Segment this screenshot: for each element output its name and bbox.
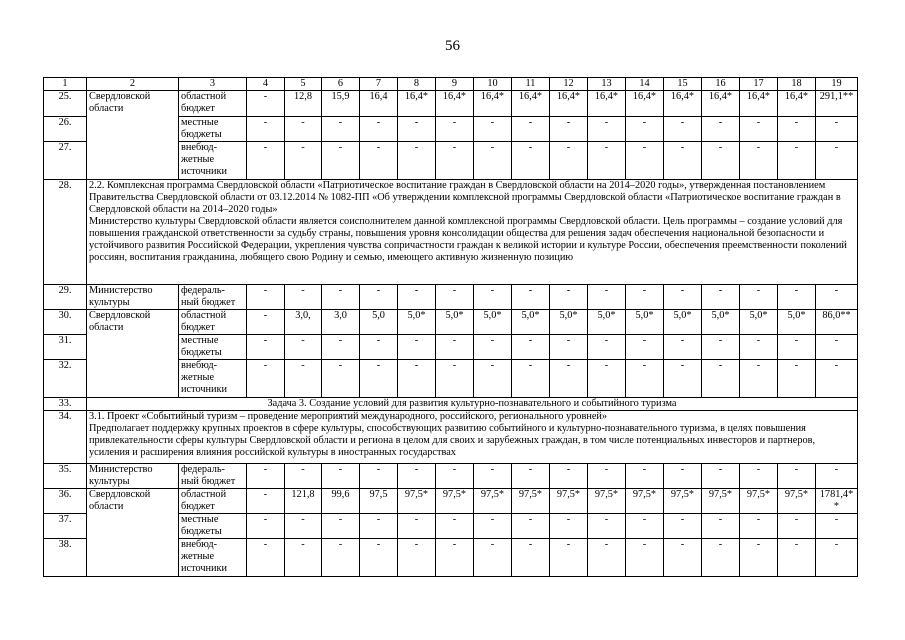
value-cell: 3,0 [322, 310, 360, 335]
value-cell: - [360, 360, 398, 398]
table-row [44, 464, 858, 489]
value-cell: - [285, 514, 322, 539]
value-cell: - [816, 514, 858, 539]
value-cell: - [398, 360, 436, 398]
value-cell: - [702, 335, 740, 360]
value-cell: - [626, 285, 664, 310]
value-cell: 97,5* [588, 489, 626, 514]
value-cell: - [702, 360, 740, 398]
value-cell: - [550, 142, 588, 180]
value-cell: - [360, 464, 398, 489]
executor-cell: Министерство культуры [87, 464, 179, 489]
value-cell: - [474, 464, 512, 489]
value-cell: - [816, 335, 858, 360]
value-cell: - [247, 91, 285, 117]
value-cell: - [474, 360, 512, 398]
value-cell: - [285, 335, 322, 360]
value-cell: 97,5* [550, 489, 588, 514]
value-cell: 16,4* [740, 91, 778, 117]
value-cell: 16,4* [778, 91, 816, 117]
column-header: 11 [512, 78, 550, 91]
budget-table [43, 77, 858, 577]
value-cell: - [588, 360, 626, 398]
value-cell: - [398, 514, 436, 539]
value-cell: 16,4* [512, 91, 550, 117]
column-header: 7 [360, 78, 398, 91]
column-header: 8 [398, 78, 436, 91]
row-number: 33. [44, 398, 87, 411]
value-cell: - [398, 285, 436, 310]
value-cell: - [550, 335, 588, 360]
value-cell: - [626, 360, 664, 398]
value-cell: 5,0* [778, 310, 816, 335]
value-cell: - [740, 464, 778, 489]
value-cell: - [816, 360, 858, 398]
value-cell: - [512, 335, 550, 360]
value-cell: 16,4* [702, 91, 740, 117]
value-cell: - [436, 285, 474, 310]
value-cell: - [588, 464, 626, 489]
header-row [44, 78, 858, 91]
value-cell: - [322, 360, 360, 398]
funding-source-cell: местные бюджеты [179, 117, 247, 142]
value-cell: - [740, 539, 778, 577]
table-row [44, 398, 858, 411]
column-header: 5 [285, 78, 322, 91]
value-cell: - [664, 539, 702, 577]
row-number: 28. [44, 180, 87, 285]
column-header: 10 [474, 78, 512, 91]
value-cell: - [436, 142, 474, 180]
value-cell: - [512, 360, 550, 398]
value-cell: - [588, 514, 626, 539]
value-cell: - [322, 285, 360, 310]
value-cell: - [588, 335, 626, 360]
row-number: 27. [44, 142, 87, 180]
column-header: 6 [322, 78, 360, 91]
column-header: 2 [87, 78, 179, 91]
row-number: 31. [44, 335, 87, 360]
value-cell: - [740, 142, 778, 180]
value-cell: 15,9 [322, 91, 360, 117]
value-cell: - [778, 117, 816, 142]
table-row [44, 180, 858, 285]
value-cell: - [398, 142, 436, 180]
funding-source-cell: областной бюджет [179, 91, 247, 117]
value-cell: - [247, 335, 285, 360]
column-header: 13 [588, 78, 626, 91]
value-cell: - [247, 464, 285, 489]
value-cell: - [740, 360, 778, 398]
value-cell: 16,4* [474, 91, 512, 117]
row-number: 26. [44, 117, 87, 142]
value-cell: - [664, 117, 702, 142]
funding-source-cell: внебюд- жетные источники [179, 360, 247, 398]
value-cell: 3,0, [285, 310, 322, 335]
value-cell: - [778, 539, 816, 577]
value-cell: - [285, 539, 322, 577]
value-cell: - [664, 285, 702, 310]
value-cell: 97,5* [474, 489, 512, 514]
value-cell: 5,0* [398, 310, 436, 335]
funding-source-cell: областной бюджет [179, 310, 247, 335]
table-row [44, 91, 858, 117]
task-title-cell: Задача 3. Создание условий для развития культурно-познавательного и событийного туризма [87, 398, 858, 411]
executor-cell: Свердловской области [87, 310, 179, 398]
column-header: 15 [664, 78, 702, 91]
value-cell: - [664, 514, 702, 539]
value-cell: 5,0* [512, 310, 550, 335]
row-number: 36. [44, 489, 87, 514]
value-cell: - [816, 117, 858, 142]
value-cell: - [588, 117, 626, 142]
column-header: 12 [550, 78, 588, 91]
value-cell: - [322, 464, 360, 489]
value-cell: 16,4* [398, 91, 436, 117]
value-cell: - [474, 514, 512, 539]
value-cell: 97,5* [626, 489, 664, 514]
value-cell: - [247, 360, 285, 398]
value-cell: - [285, 142, 322, 180]
value-cell: 5,0* [436, 310, 474, 335]
funding-source-cell: местные бюджеты [179, 335, 247, 360]
value-cell: 97,5* [436, 489, 474, 514]
value-cell: - [247, 285, 285, 310]
value-cell: - [322, 142, 360, 180]
row-number: 35. [44, 464, 87, 489]
program-description-cell: 2.2. Комплексная программа Свердловской области «Патриотическое воспитание граждан в Свердловской области на 2014–2020 годы», утвержденная постановлением Правительства Свердловской области от 03.12.2014 № 1082-ПП «Об утверждении комплексной программы Свердловской области «Патриотическое воспитание граждан в Свердловской области на 2014–2020 годы» Министерство культуры Свердловской области является соисполнителем данной комплексной программы Свердловской области. Цель программы – создание условий для повышения гражданской ответственности за судьбу страны, повышения уровня консолидации общества для решения задач обеспечения национальной безопасности и устойчивого развития Российской Федерации, укрепления чувства сопричастности граждан к великой истории и культуре России, обеспечения преемственности поколений россиян, воспитания гражданина, любящего свою Родину и семью, имеющего активную жизненную позицию [87, 180, 858, 285]
table-row [44, 411, 858, 464]
value-cell: 121,8 [285, 489, 322, 514]
funding-source-cell: внебюд- жетные источники [179, 142, 247, 180]
value-cell: - [626, 335, 664, 360]
value-cell: - [398, 117, 436, 142]
value-cell: 97,5* [664, 489, 702, 514]
funding-source-cell: федераль- ный бюджет [179, 464, 247, 489]
value-cell: - [702, 539, 740, 577]
value-cell: 5,0* [702, 310, 740, 335]
value-cell: - [436, 335, 474, 360]
value-cell: - [778, 335, 816, 360]
value-cell: - [512, 539, 550, 577]
value-cell: - [512, 285, 550, 310]
value-cell: 5,0* [550, 310, 588, 335]
value-cell: 12,8 [285, 91, 322, 117]
row-number: 32. [44, 360, 87, 398]
value-cell: 97,5* [702, 489, 740, 514]
value-cell: - [474, 539, 512, 577]
value-cell: - [436, 539, 474, 577]
value-cell: - [588, 142, 626, 180]
value-cell: 5,0 [360, 310, 398, 335]
value-cell: - [778, 142, 816, 180]
value-cell: 16,4 [360, 91, 398, 117]
value-cell: - [550, 285, 588, 310]
value-cell: - [247, 489, 285, 514]
row-number: 37. [44, 514, 87, 539]
value-cell: - [550, 464, 588, 489]
value-cell: - [436, 514, 474, 539]
value-cell: 86,0** [816, 310, 858, 335]
value-cell: - [550, 514, 588, 539]
value-cell: - [436, 117, 474, 142]
value-cell: - [512, 514, 550, 539]
value-cell: - [360, 539, 398, 577]
value-cell: - [740, 335, 778, 360]
executor-cell: Свердловской области [87, 91, 179, 180]
value-cell: 1781,4* * [816, 489, 858, 514]
value-cell: - [550, 360, 588, 398]
value-cell: - [626, 117, 664, 142]
column-header: 4 [247, 78, 285, 91]
value-cell: 5,0* [740, 310, 778, 335]
value-cell: - [474, 117, 512, 142]
value-cell: - [626, 539, 664, 577]
value-cell: - [360, 117, 398, 142]
value-cell: - [398, 464, 436, 489]
value-cell: - [512, 464, 550, 489]
value-cell: - [702, 464, 740, 489]
value-cell: - [664, 142, 702, 180]
table-row [44, 285, 858, 310]
value-cell: - [436, 464, 474, 489]
value-cell: 5,0* [588, 310, 626, 335]
value-cell: - [550, 539, 588, 577]
value-cell: - [247, 117, 285, 142]
value-cell: - [360, 142, 398, 180]
value-cell: - [398, 335, 436, 360]
value-cell: 16,4* [550, 91, 588, 117]
row-number: 30. [44, 310, 87, 335]
value-cell: - [285, 464, 322, 489]
table-row [44, 489, 858, 514]
column-header: 9 [436, 78, 474, 91]
value-cell: - [702, 142, 740, 180]
value-cell: - [285, 117, 322, 142]
row-number: 25. [44, 91, 87, 117]
value-cell: - [474, 335, 512, 360]
value-cell: - [398, 539, 436, 577]
value-cell: - [626, 142, 664, 180]
column-header: 19 [816, 78, 858, 91]
value-cell: - [322, 539, 360, 577]
value-cell: 97,5* [740, 489, 778, 514]
value-cell: - [588, 285, 626, 310]
value-cell: 99,6 [322, 489, 360, 514]
executor-cell: Министерство культуры [87, 285, 179, 310]
value-cell: - [626, 514, 664, 539]
value-cell: 291,1** [816, 91, 858, 117]
value-cell: - [588, 539, 626, 577]
value-cell: - [664, 335, 702, 360]
value-cell: - [740, 514, 778, 539]
table-row [44, 310, 858, 335]
funding-source-cell: местные бюджеты [179, 514, 247, 539]
value-cell: - [285, 285, 322, 310]
value-cell: 16,4* [664, 91, 702, 117]
value-cell: - [285, 360, 322, 398]
value-cell: - [702, 514, 740, 539]
value-cell: - [247, 539, 285, 577]
executor-cell: Свердловской области [87, 489, 179, 577]
column-header: 18 [778, 78, 816, 91]
value-cell: - [816, 464, 858, 489]
value-cell: - [247, 142, 285, 180]
value-cell: - [512, 142, 550, 180]
value-cell: - [436, 360, 474, 398]
column-header: 1 [44, 78, 87, 91]
column-header: 14 [626, 78, 664, 91]
page-number: 56 [445, 38, 460, 54]
column-header: 3 [179, 78, 247, 91]
value-cell: - [778, 514, 816, 539]
value-cell: - [360, 514, 398, 539]
value-cell: - [550, 117, 588, 142]
value-cell: - [474, 142, 512, 180]
row-number: 34. [44, 411, 87, 464]
value-cell: 5,0* [664, 310, 702, 335]
funding-source-cell: федераль- ный бюджет [179, 285, 247, 310]
value-cell: 97,5* [778, 489, 816, 514]
value-cell: - [816, 142, 858, 180]
column-header: 17 [740, 78, 778, 91]
funding-source-cell: областной бюджет [179, 489, 247, 514]
value-cell: 16,4* [588, 91, 626, 117]
value-cell: - [816, 539, 858, 577]
value-cell: - [702, 117, 740, 142]
column-header: 16 [702, 78, 740, 91]
value-cell: 5,0* [626, 310, 664, 335]
value-cell: - [474, 285, 512, 310]
value-cell: - [778, 360, 816, 398]
row-number: 38. [44, 539, 87, 577]
value-cell: - [626, 464, 664, 489]
value-cell: - [360, 285, 398, 310]
row-number: 29. [44, 285, 87, 310]
value-cell: - [816, 285, 858, 310]
value-cell: - [664, 360, 702, 398]
value-cell: 97,5* [512, 489, 550, 514]
value-cell: 5,0* [474, 310, 512, 335]
value-cell: - [247, 310, 285, 335]
value-cell: - [740, 285, 778, 310]
value-cell: - [360, 335, 398, 360]
value-cell: - [778, 464, 816, 489]
value-cell: - [664, 464, 702, 489]
value-cell: - [778, 285, 816, 310]
value-cell: - [512, 117, 550, 142]
value-cell: - [322, 514, 360, 539]
funding-source-cell: внебюд- жетные источники [179, 539, 247, 577]
value-cell: - [322, 335, 360, 360]
value-cell: - [740, 117, 778, 142]
value-cell: - [322, 117, 360, 142]
value-cell: 16,4* [436, 91, 474, 117]
value-cell: - [247, 514, 285, 539]
value-cell: - [702, 285, 740, 310]
value-cell: 97,5 [360, 489, 398, 514]
program-description-cell: 3.1. Проект «Событийный туризм – проведение мероприятий международного, российского, регионального уровней» Предполагает поддержку крупных проектов в сфере культуры, способствующих развитию событийного и культурно-познавательного туризма, в целях повышения привлекательности сферы культуры Свердловской области и региона в целом для своих и зарубежных граждан, в том числе потенциальных инвесторов и партнеров, усиления и расширения влияния российской культуры в иностранных государствах [87, 411, 858, 464]
value-cell: 97,5* [398, 489, 436, 514]
value-cell: 16,4* [626, 91, 664, 117]
